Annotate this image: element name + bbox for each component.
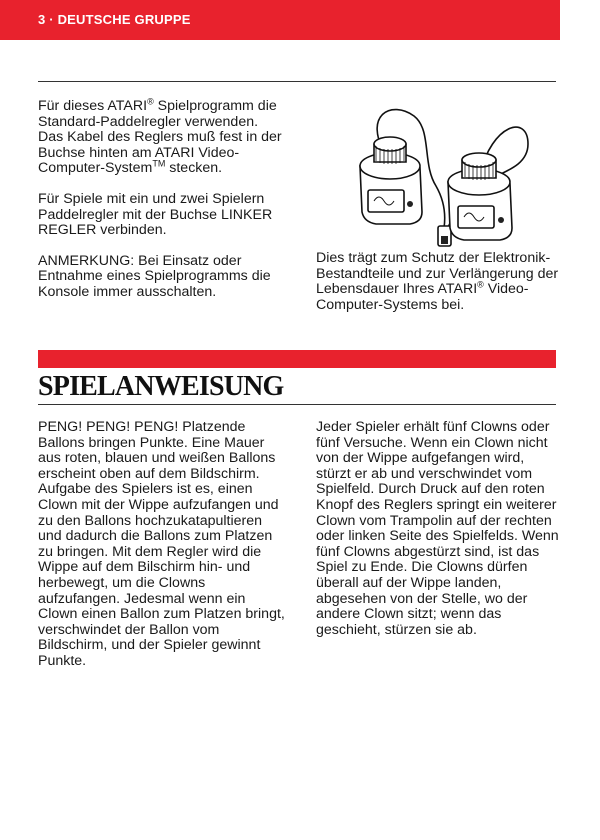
top-divider [38, 81, 556, 82]
intro-p1-text-c: stecken. [165, 160, 223, 177]
header-bar [0, 0, 560, 40]
caption-paragraph [316, 251, 561, 313]
section-divider [38, 404, 556, 405]
intro-paragraph-2: Für Spiele mit ein und zwei Spielern Paddelregler mit der Buchse LINKER REGLER verbinden. [38, 190, 273, 239]
trademark-mark: TM [152, 158, 166, 169]
caption-text-b: Video-Computer-Systems bei. [316, 281, 529, 313]
body-right-paragraph: Jeder Spieler erhält fünf Clowns oder fünf Versuche. Wenn ein Clown nicht von der Wippe aufgefangen wird, stürzt er ab und verschwindet vom Spielfeld. Durch Druck auf den roten Knopf des Reglers springt ein weiterer Clown vom Trampolin auf der rechten oder linken Seite des Spielfelds. Wenn fünf Clowns abgestürzt sind, ist das Spiel zu Ende. Die Clowns dürfen überall auf der Wippe landen, abgesehen von der Stelle, wo der andere Clown sitzt; wenn das geschieht, stürzen sie ab. [316, 419, 559, 638]
registered-mark: ® [477, 279, 484, 290]
intro-paragraph-1 [38, 96, 283, 177]
body-left-column [38, 420, 286, 685]
section-title: SPIELANWEISUNG [38, 371, 284, 402]
body-left-paragraph: PENG! PENG! PENG! Platzende Ballons bringen Punkte. Eine Mauer aus roten, blauen und weißen Ballons erscheint oben auf dem Bildschirm. Aufgabe des Spielers ist es, einen Clown mit der Wippe aufzufangen und zu den Ballons hochzukatapultieren und dadurch die Ballons zum Platzen zu bringen. Mit dem Regler wird die Wippe auf dem Bilschirm hin- und herbewegt, um die Clowns aufzufangen. Jedesmal wenn ein Clown einen Ballon zum Platzen bringt, verschwindet der Ballon vom Bildschirm, und der Spieler gewinnt Punkte. [38, 419, 285, 669]
caption-column [316, 251, 561, 328]
intro-p1-text-b: Spielprogramm die Standard-Paddelregler verwenden. Das Kabel des Reglers muß fest in der Buchse hinten am ATARI Video-Computer-System [38, 98, 282, 177]
section-red-band [38, 350, 556, 368]
registered-mark: ® [147, 96, 154, 107]
body-right-column [316, 420, 561, 653]
intro-column [38, 96, 283, 316]
paddle-controllers-illustration-icon [352, 104, 532, 252]
intro-paragraph-3 [38, 254, 283, 301]
caption-text-a: Dies trägt zum Schutz der Elektronik-Bestandteile und zur Verlängerung der Lebensdauer Ihres ATARI [316, 250, 559, 298]
note-text: Bei Einsatz oder Entnahme eines Spielprogramms die Konsole immer ausschalten. [38, 252, 271, 300]
intro-p1-text-a: Für dieses ATARI [38, 98, 148, 114]
note-label: ANMERKUNG: [38, 252, 135, 269]
page-label: 3 · DEUTSCHE GRUPPE [38, 12, 191, 27]
